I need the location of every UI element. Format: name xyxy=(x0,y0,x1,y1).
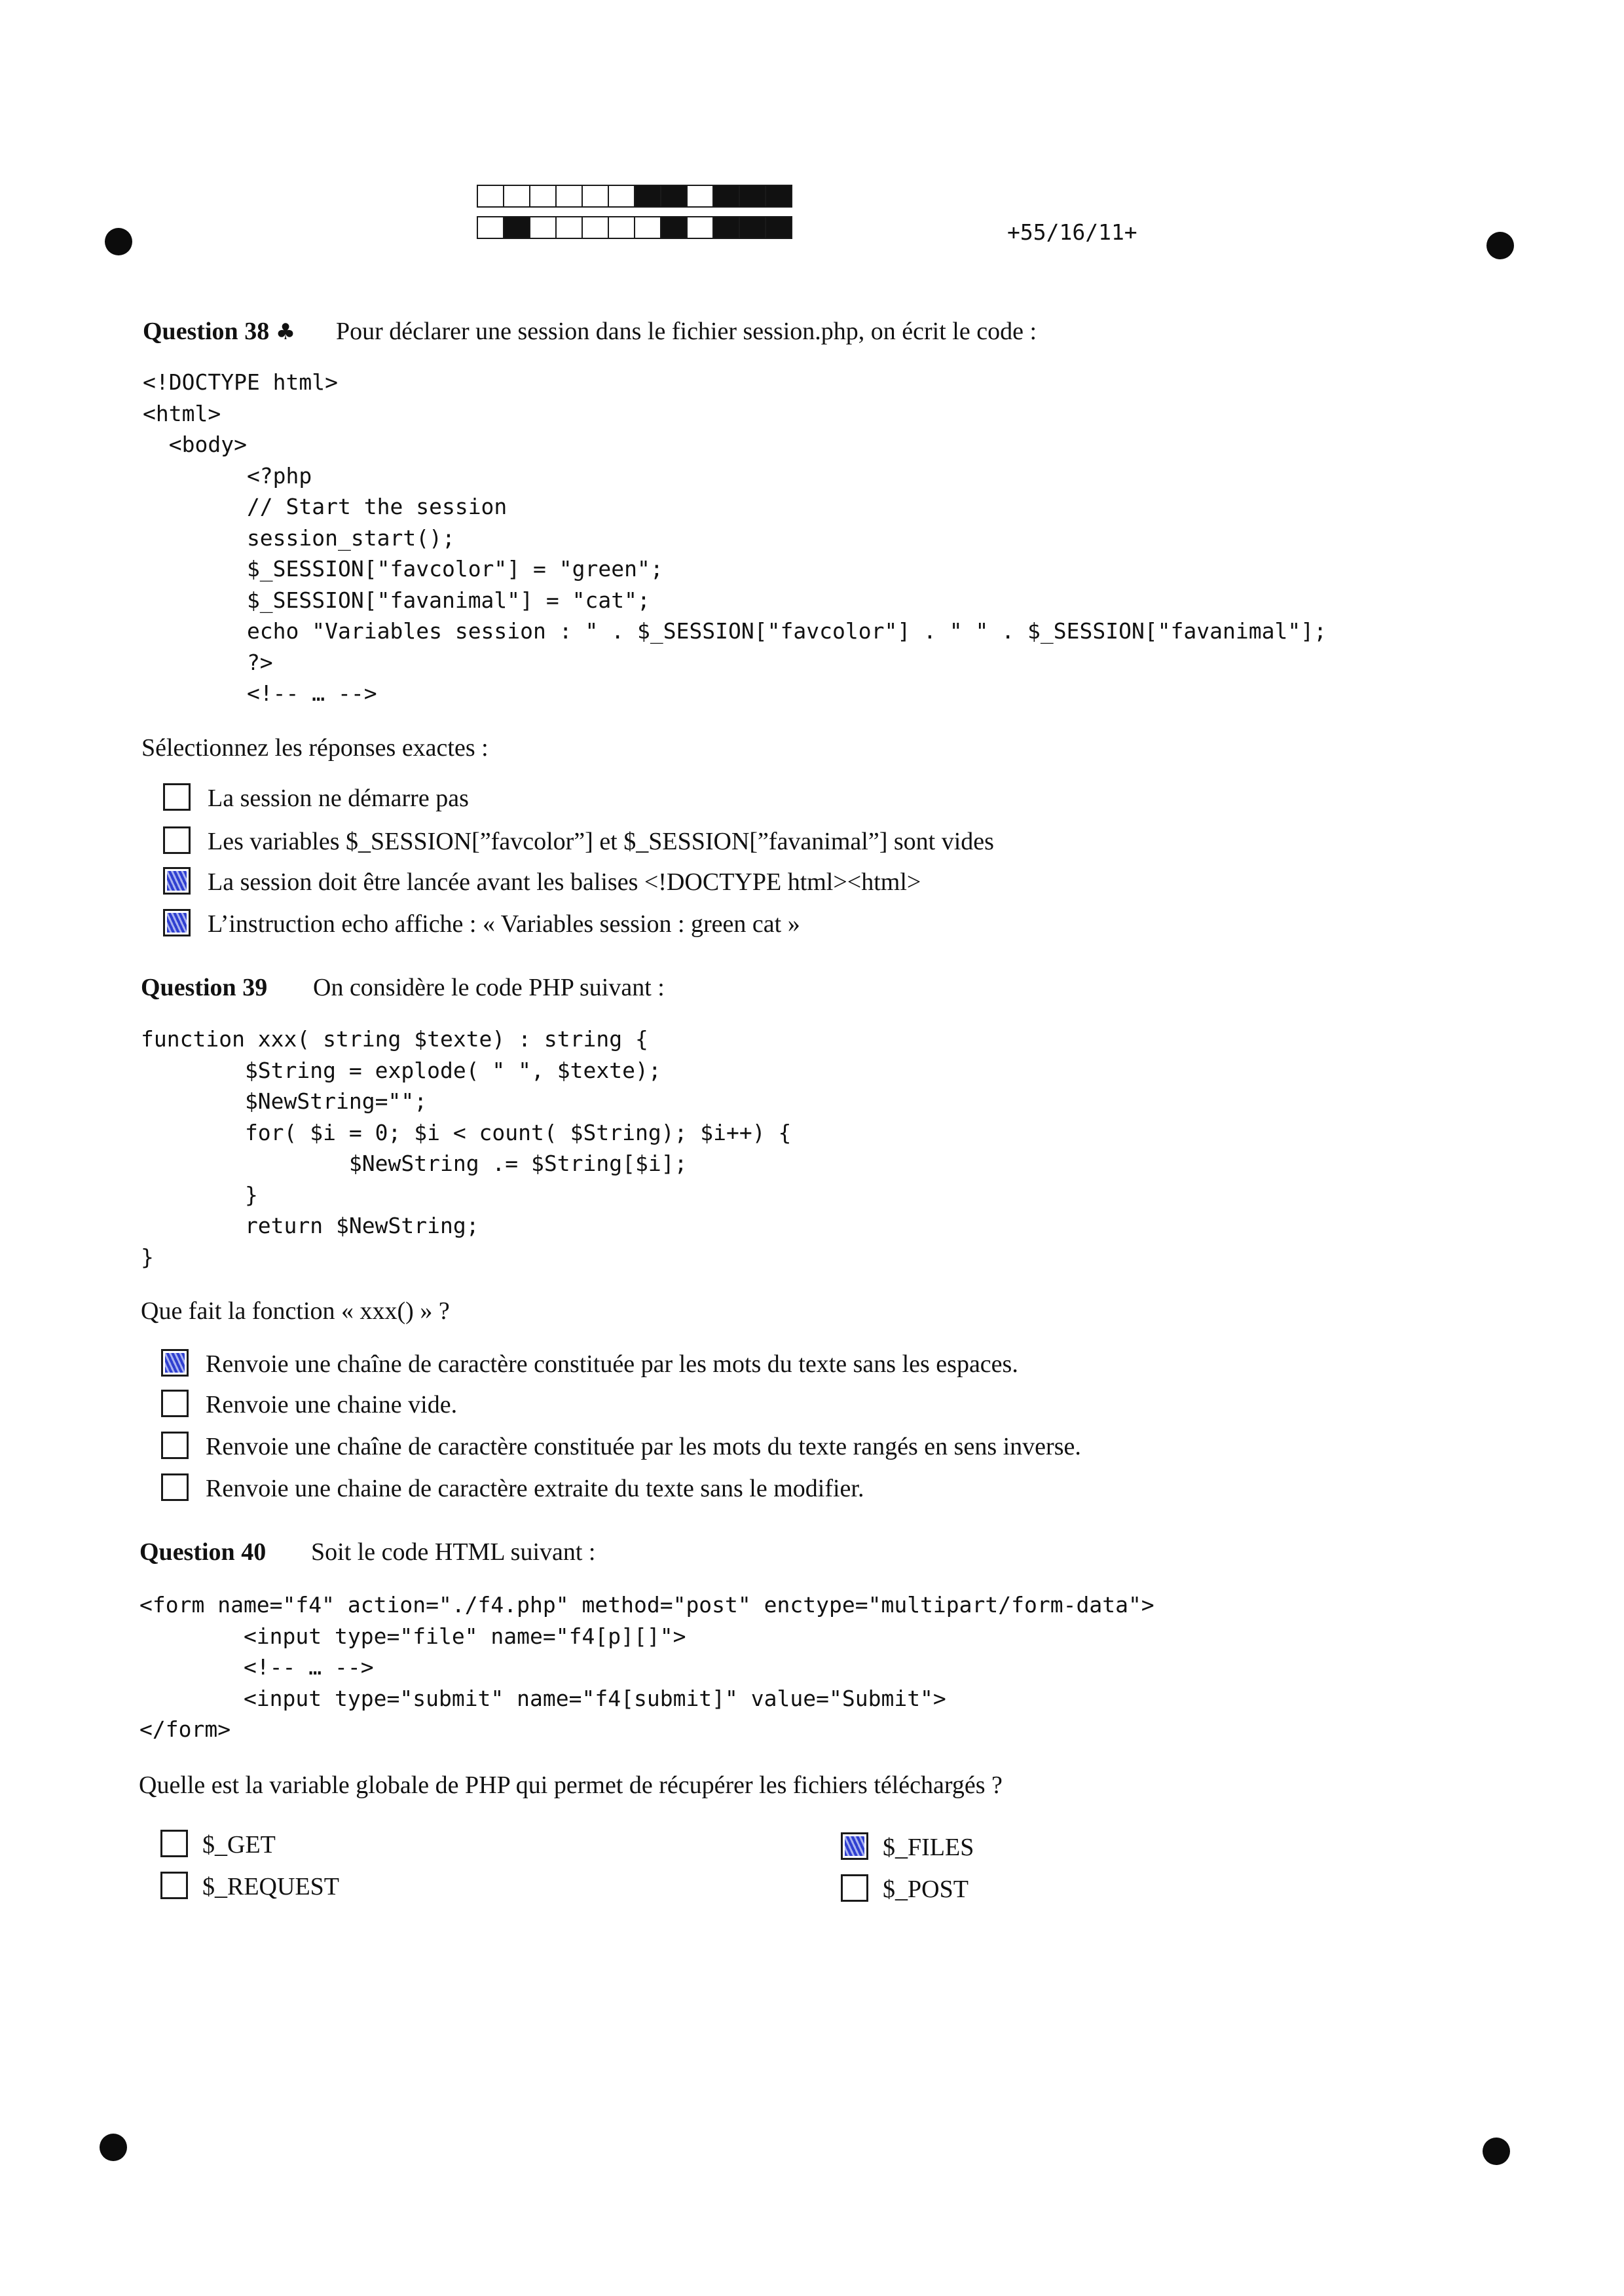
barcode-cell xyxy=(477,216,504,239)
barcode-row-1 xyxy=(477,185,791,208)
q38-option-3-checkbox[interactable] xyxy=(163,867,191,895)
question-39-header xyxy=(141,973,267,1002)
q38-option-1-label: La session ne démarre pas xyxy=(208,785,469,812)
q39-option-1-label: Renvoie une chaîne de caractère constituée par les mots du texte sans les espaces. xyxy=(206,1350,1018,1378)
q38-option-1-checkbox[interactable] xyxy=(163,783,191,811)
question-39-title: Question 39 xyxy=(141,974,268,1001)
barcode-cell xyxy=(555,216,583,239)
registration-mark-top-right xyxy=(1486,232,1514,259)
q38-option-2-checkbox[interactable] xyxy=(163,826,191,854)
question-38-prompt: Sélectionnez les réponses exactes : xyxy=(141,734,489,762)
barcode-cell xyxy=(686,185,714,208)
question-40-header xyxy=(139,1538,266,1566)
q38-option-4-label: L’instruction echo affiche : « Variables session : green cat » xyxy=(208,910,800,938)
q39-option-1-checkbox[interactable] xyxy=(161,1349,189,1377)
question-38-intro: Pour déclarer une session dans le fichier session.php, on écrit le code : xyxy=(336,318,1037,345)
q38-option-2-label: Les variables $_SESSION[”favcolor”] et $_SESSION[”favanimal”] sont vides xyxy=(208,828,994,855)
barcode-cell xyxy=(477,185,504,208)
q40-option-get-checkbox[interactable] xyxy=(160,1830,188,1857)
question-40-prompt: Quelle est la variable globale de PHP qui permet de récupérer les fichiers téléchargés ? xyxy=(139,1771,1003,1799)
question-38-code: <!DOCTYPE html> <html> <body> <?php // Start the session session_start(); $_SESSION["favcolor"] = "green"; $_SESSION["favanimal"] = "cat"; echo "Variables session : " . $_SESSION["favcolor"] . " " . $_SESSION["favanimal"]; ?> <!-- … --> xyxy=(143,369,1327,706)
barcode-cell xyxy=(634,185,661,208)
barcode-cell xyxy=(608,185,635,208)
club-icon: ♣ xyxy=(275,319,296,345)
q40-option-files-checkbox[interactable] xyxy=(841,1832,868,1860)
barcode-cell xyxy=(581,216,609,239)
barcode-cell xyxy=(529,185,557,208)
q40-option-post-checkbox[interactable] xyxy=(841,1874,868,1902)
q39-option-3-checkbox[interactable] xyxy=(161,1432,189,1459)
barcode-cell xyxy=(739,185,766,208)
barcode-cell xyxy=(581,185,609,208)
barcode-cell xyxy=(739,216,766,239)
registration-mark-bottom-right xyxy=(1483,2138,1510,2165)
barcode-cell xyxy=(686,216,714,239)
q39-option-2-label: Renvoie une chaine vide. xyxy=(206,1391,458,1418)
q39-option-3-label: Renvoie une chaîne de caractère constituée par les mots du texte rangés en sens inverse. xyxy=(206,1433,1081,1460)
barcode-cell xyxy=(503,185,530,208)
barcode-cell xyxy=(634,216,661,239)
barcode-cell xyxy=(712,185,740,208)
q40-option-files-label: $_FILES xyxy=(883,1834,974,1861)
q39-option-4-checkbox[interactable] xyxy=(161,1473,189,1501)
page-code: +55/16/11+ xyxy=(1007,219,1137,245)
barcode-cell xyxy=(608,216,635,239)
barcode-cell xyxy=(555,185,583,208)
registration-mark-bottom-left xyxy=(100,2134,127,2161)
barcode-row-2 xyxy=(477,216,791,239)
question-39-intro: On considère le code PHP suivant : xyxy=(313,974,665,1001)
q38-option-3-label: La session doit être lancée avant les balises <!DOCTYPE html><html> xyxy=(208,868,921,896)
q39-option-4-label: Renvoie une chaine de caractère extraite du texte sans le modifier. xyxy=(206,1475,864,1502)
q39-option-2-checkbox[interactable] xyxy=(161,1390,189,1417)
barcode-cell xyxy=(660,216,688,239)
question-39-prompt: Que fait la fonction « xxx() » ? xyxy=(141,1297,450,1325)
barcode-cell xyxy=(529,216,557,239)
barcode-cell xyxy=(712,216,740,239)
question-40-code: <form name="f4" action="./f4.php" method="post" enctype="multipart/form-data"> <input type="file" name="f4[p][]"> <!-- … --> <input type="submit" name="f4[submit]" value="Submit"> </form> xyxy=(139,1592,1154,1742)
barcode-cell xyxy=(765,185,792,208)
q40-option-request-checkbox[interactable] xyxy=(160,1872,188,1899)
question-39-code: function xxx( string $texte) : string { $String = explode( " ", $texte); $NewString=""; for( $i = 0; $i < count( $String); $i++) { $NewString .= $String[$i]; } return $NewString; } xyxy=(141,1026,792,1270)
q40-option-get-label: $_GET xyxy=(202,1831,276,1859)
barcode-cell xyxy=(660,185,688,208)
barcode-cell xyxy=(503,216,530,239)
q40-option-post-label: $_POST xyxy=(883,1876,969,1903)
barcode-cell xyxy=(765,216,792,239)
question-40-intro: Soit le code HTML suivant : xyxy=(311,1538,596,1566)
registration-mark-top-left xyxy=(105,228,132,255)
question-38-header xyxy=(143,317,295,346)
q40-option-request-label: $_REQUEST xyxy=(202,1873,339,1900)
question-40-title: Question 40 xyxy=(139,1538,267,1566)
question-38-title: Question 38 xyxy=(143,318,270,345)
q38-option-4-checkbox[interactable] xyxy=(163,909,191,936)
